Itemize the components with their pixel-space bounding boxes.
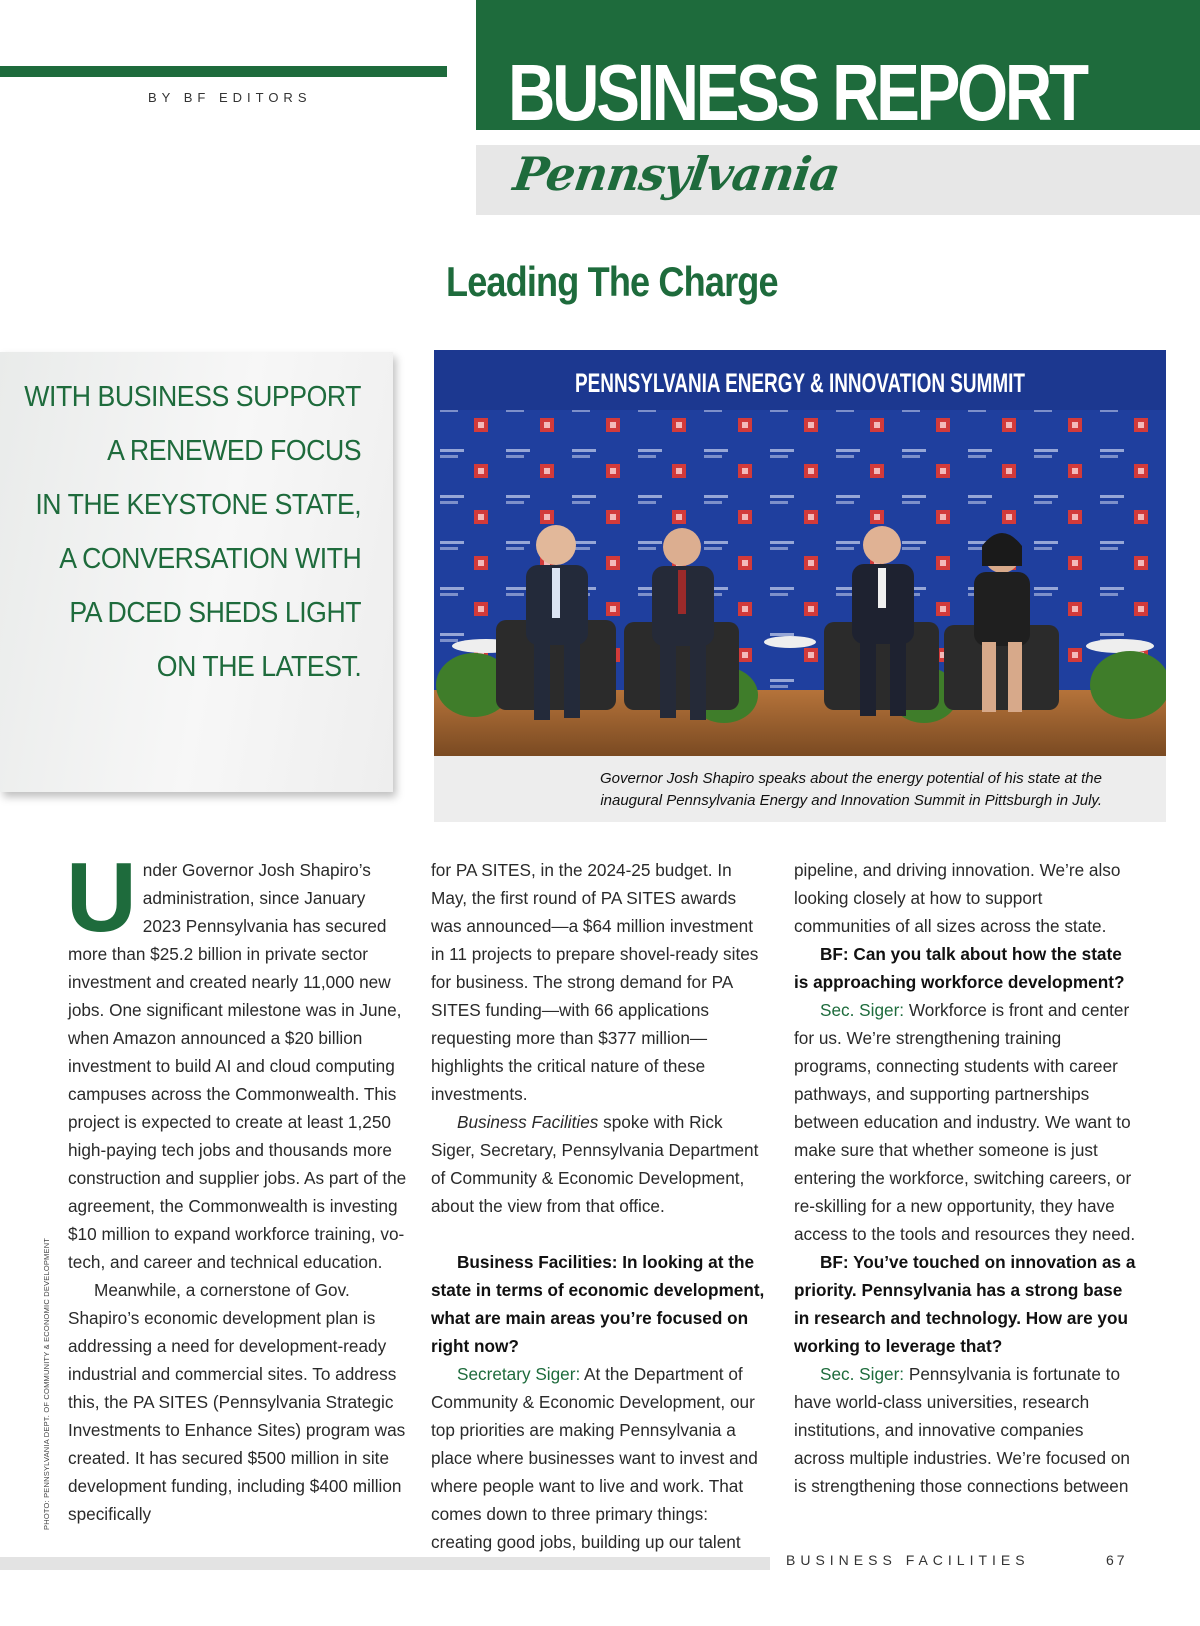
photo-credit: PHOTO: PENNSYLVANIA DEPT. OF COMMUNITY & ECONOMIC DEVELOPMENT bbox=[42, 1237, 51, 1530]
article-column-2 bbox=[431, 856, 771, 1556]
pull-quote-line: WITH BUSINESS SUPPORT bbox=[24, 381, 361, 413]
article-paragraph: Meanwhile, a cornerstone of Gov. Shapiro’s economic development plan is addressing a need for development-ready industrial and commercial sites. To address this, the PA SITES (Pennsylvania Strategic Investments to Enhance Sites) program was created. It has secured $500 million in site development funding, including $400 million specifically bbox=[68, 1280, 406, 1524]
pull-quote-line: ON THE LATEST. bbox=[156, 651, 361, 683]
paragraph-gap bbox=[431, 1220, 771, 1248]
interview-answer bbox=[794, 996, 1138, 1248]
caption-line-2: inaugural Pennsylvania Energy and Innovation Summit in Pittsburgh in July. bbox=[600, 792, 1102, 809]
speaker-label: Sec. Siger: bbox=[820, 1000, 905, 1020]
summit-photo bbox=[434, 350, 1166, 756]
pull-quote-box bbox=[0, 352, 393, 792]
article-headline: Leading The Charge bbox=[446, 258, 778, 305]
interview-question: BF: You’ve touched on innovation as a priority. Pennsylvania has a strong base in research and technology. How are you working to leverage that? bbox=[794, 1252, 1136, 1356]
photo-frame bbox=[434, 350, 1166, 822]
interview-answer bbox=[794, 1360, 1138, 1500]
article-column-1 bbox=[66, 842, 408, 1528]
pull-quote-line: A CONVERSATION WITH bbox=[58, 543, 361, 575]
section-banner bbox=[476, 0, 1200, 130]
drop-cap: U bbox=[66, 842, 137, 952]
answer-text: Pennsylvania is fortunate to have world-class universities, research institutions, and innovative companies across multiple industries. We’re focused on is strengthening those connections between bbox=[794, 1364, 1130, 1496]
photo-caption bbox=[434, 768, 1102, 812]
pull-quote-line: A RENEWED FOCUS bbox=[106, 435, 361, 467]
page-number: 67 bbox=[1106, 1552, 1128, 1568]
article-paragraph bbox=[66, 842, 408, 1276]
interview-question: BF: Can you talk about how the state is approaching workforce development? bbox=[794, 944, 1125, 992]
speaker-label: Sec. Siger: bbox=[820, 1364, 905, 1384]
speaker-label: Secretary Siger: bbox=[457, 1364, 581, 1384]
answer-text: Workforce is front and center for us. We’re strengthening training programs, connecting students with career pathways, and supporting partnerships between education and industry. We want to make sure that whether someone is just entering the workforce, switching careers, or re-skilling for a new opportunity, they have access to the tools and resources they need. bbox=[794, 1000, 1136, 1244]
photo-banner-text: PENNSYLVANIA ENERGY & INNOVATION SUMMIT bbox=[575, 368, 1026, 398]
article-text: nder Governor Josh Shapiro’s administration, since January 2023 Pennsylvania has secured more than $25.2 billion in private sector investment and created nearly 11,000 new jobs. One significant milestone was in June, when Amazon announced a $20 billion investment to build AI and cloud computing campuses across the Commonwealth. This project is expected to create at least 1,250 high-paying tech jobs and thousands more construction and supplier jobs. As part of the agreement, the Commonwealth is investing $10 million to expand workforce training, vo-tech, and career and technical education. bbox=[68, 860, 407, 1272]
interview-question: Business Facilities: In looking at the state in terms of economic development, what are main areas you’re focused on right now? bbox=[431, 1252, 765, 1356]
pull-quote-line: IN THE KEYSTONE STATE, bbox=[35, 489, 361, 521]
article-paragraph bbox=[431, 1108, 771, 1220]
article-text: spoke with Rick Siger, Secretary, Pennsylvania Department of Community & Economic Development, about the view from that office. bbox=[431, 1112, 759, 1216]
footer-publication: BUSINESS FACILITIES bbox=[786, 1552, 1030, 1568]
state-name: Pennsylvania bbox=[510, 147, 843, 201]
pull-quote-line: PA DCED SHEDS LIGHT bbox=[69, 597, 361, 629]
article-paragraph: pipeline, and driving innovation. We’re also looking closely at how to support communities of all sizes across the state. bbox=[794, 860, 1121, 936]
article-column-3 bbox=[794, 856, 1138, 1500]
section-title: BUSINESS REPORT bbox=[508, 48, 1086, 130]
interview-answer bbox=[431, 1360, 771, 1556]
state-banner bbox=[476, 145, 1200, 215]
article-paragraph: for PA SITES, in the 2024-25 budget. In May, the first round of PA SITES awards was announced—a $64 million investment in 11 projects to prepare shovel-ready sites for business. The strong demand for PA SITES funding—with 66 applications requesting more than $377 million—highlights the critical nature of these investments. bbox=[431, 860, 759, 1104]
publication-name: Business Facilities bbox=[457, 1112, 599, 1132]
header-rule bbox=[0, 66, 447, 77]
answer-text: At the Department of Community & Economic Development, our top priorities are making Pennsylvania a place where businesses want to invest and where people want to live and work. That comes down to three primary things: creating good jobs, building up our talent bbox=[431, 1364, 758, 1552]
caption-line-1: Governor Josh Shapiro speaks about the energy potential of his state at the bbox=[600, 770, 1102, 787]
footer-rule bbox=[0, 1557, 770, 1570]
byline: BY BF EDITORS bbox=[148, 90, 312, 105]
